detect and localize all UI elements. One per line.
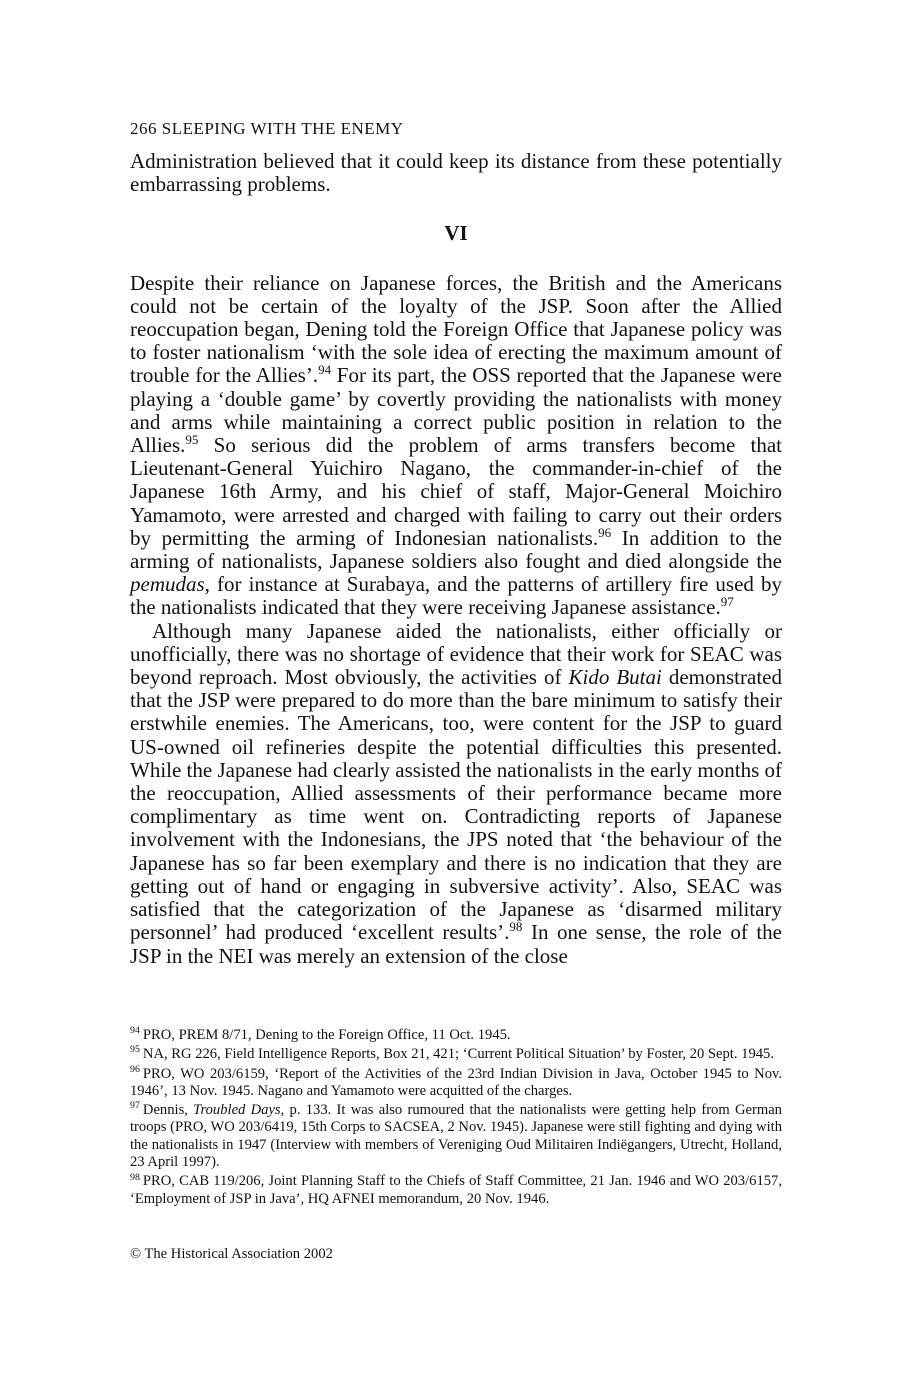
text-segment: PRO, CAB 119/206, Joint Planning Staff to the Chiefs of Staff Committee, 21 Jan. 1946 and WO 203/6157, ‘Employment of JSP in Java’, HQ AFNEI memorandum, 20 Nov. 1946.: [130, 1173, 782, 1207]
running-header: [130, 119, 404, 139]
text-segment: So serious did the problem of arms transfers become that Lieutenant-General Yuichiro Nagano, the commander-in-chief of the Japanese 16th Army, and his chief of staff, Major-General Moichiro Yamamoto, were arrested and charged with failing to carry out their orders by permitting the arming of Indonesian nationalists.: [130, 433, 782, 550]
italic-text: pemudas: [130, 572, 205, 597]
text-segment: In one sense, the role of the JSP in the NEI was merely an extension of the close: [130, 920, 782, 968]
text-segment: , for instance at Surabaya, and the patterns of artillery fire used by the nationalists indicated that they were receiving Japanese assistance.: [130, 572, 782, 620]
footnote-97: [130, 1102, 782, 1171]
text-segment: For its part, the OSS reported that the Japanese were playing a ‘double game’ by covertly providing the nationalists with money and arms while maintaining a correct public position in relation to the Allies.: [130, 363, 782, 458]
paragraph-2: [130, 620, 782, 968]
text-segment: NA, RG 226, Field Intelligence Reports, Box 21, 421; ‘Current Political Situation’ by Foster, 20 Sept. 1945.: [142, 1046, 774, 1063]
footnote-94: [130, 1027, 782, 1044]
text-segment: PRO, PREM 8/71, Dening to the Foreign Office, 11 Oct. 1945.: [142, 1027, 511, 1043]
text-segment: demonstrated that the JSP were prepared to do more than the bare minimum to satisfy their erstwhile enemies. The Americans, too, were content for the JSP to guard US-owned oil refineries despite the potential difficulties this presented. While the Japanese had clearly assisted the nationalists in the early months of the reoccupation, Allied assessments of their performance became more complimentary as time went on. Contradicting reports of Japanese involvement with the Indonesians, the JPS noted that ‘the behaviour of the Japanese has so far been exemplary and there is no indication that they are getting out of hand or engaging in subversive activity’. Also, SEAC was satisfied that the categorization of the Japanese as ‘disarmed military personnel’ had produced ‘excellent results’.: [130, 665, 782, 945]
footnote-95: [130, 1046, 782, 1063]
text-segment: Despite their reliance on Japanese forces, the British and the Americans could not be certain of the loyalty of the JSP. Soon after the Allied reoccupation began, Dening told the Foreign Office that Japanese policy was to foster nationalism ‘with the sole idea of erecting the maximum amount of trouble for the Allies’.: [130, 270, 782, 388]
footnote-number: 96: [130, 1063, 140, 1075]
footnote-number: 98: [130, 1171, 140, 1183]
text-segment: Although many Japanese aided the nationalists, either officially or unofficially, there was no shortage of evidence that their work for SEAC was beyond reproach. Most obviously, the activities of: [130, 618, 782, 690]
footnote-number: 95: [130, 1044, 140, 1056]
footnote-reference: 97: [720, 594, 734, 610]
footnote-96: [130, 1063, 782, 1101]
continuation-paragraph: [130, 150, 782, 196]
text-segment: , p. 133. It was also rumoured that the nationalists were getting help from German troops (PRO, WO 203/6419, 15th Corps to SACSEA, 2 Nov. 1945). Japanese were still fighting and dying with the nationalists in 1947 (Interview with members of Vereniging Oud Militairen Indiëgangers, Utrecht, Holland, 23 April 1997).: [130, 1102, 782, 1171]
footnote-reference: 94: [318, 362, 332, 378]
body-text: [130, 150, 782, 968]
italic-text: Kido Butai: [568, 665, 662, 690]
section-heading: VI: [444, 221, 468, 246]
running-title: SLEEPING WITH THE ENEMY: [161, 119, 404, 138]
page-number: 266: [130, 119, 157, 138]
footnote-number: 94: [130, 1025, 140, 1037]
footnote-98: [130, 1173, 782, 1208]
italic-text: Troubled Days: [193, 1102, 281, 1119]
footnote-reference: 96: [598, 524, 612, 540]
text-segment: Dennis,: [142, 1102, 194, 1119]
footnote-reference: 95: [185, 432, 199, 448]
text-segment: PRO, WO 203/6159, ‘Report of the Activities of the 23rd Indian Division in Java, October 1945 to Nov. 1946’, 13 Nov. 1945. Nagano and Yamamoto were acquitted of the charges.: [130, 1065, 782, 1099]
paragraph-1: [130, 272, 782, 620]
footnote-number: 97: [130, 1100, 140, 1112]
text-segment: Administration believed that it could keep its distance from these potentially embarrassing problems.: [130, 149, 782, 197]
footnote-reference: 98: [509, 919, 523, 935]
footnotes: [130, 1027, 782, 1210]
text-segment: In addition to the arming of nationalists, Japanese soldiers also fought and died alongside the: [130, 525, 783, 574]
copyright-notice: © The Historical Association 2002: [130, 1246, 333, 1262]
